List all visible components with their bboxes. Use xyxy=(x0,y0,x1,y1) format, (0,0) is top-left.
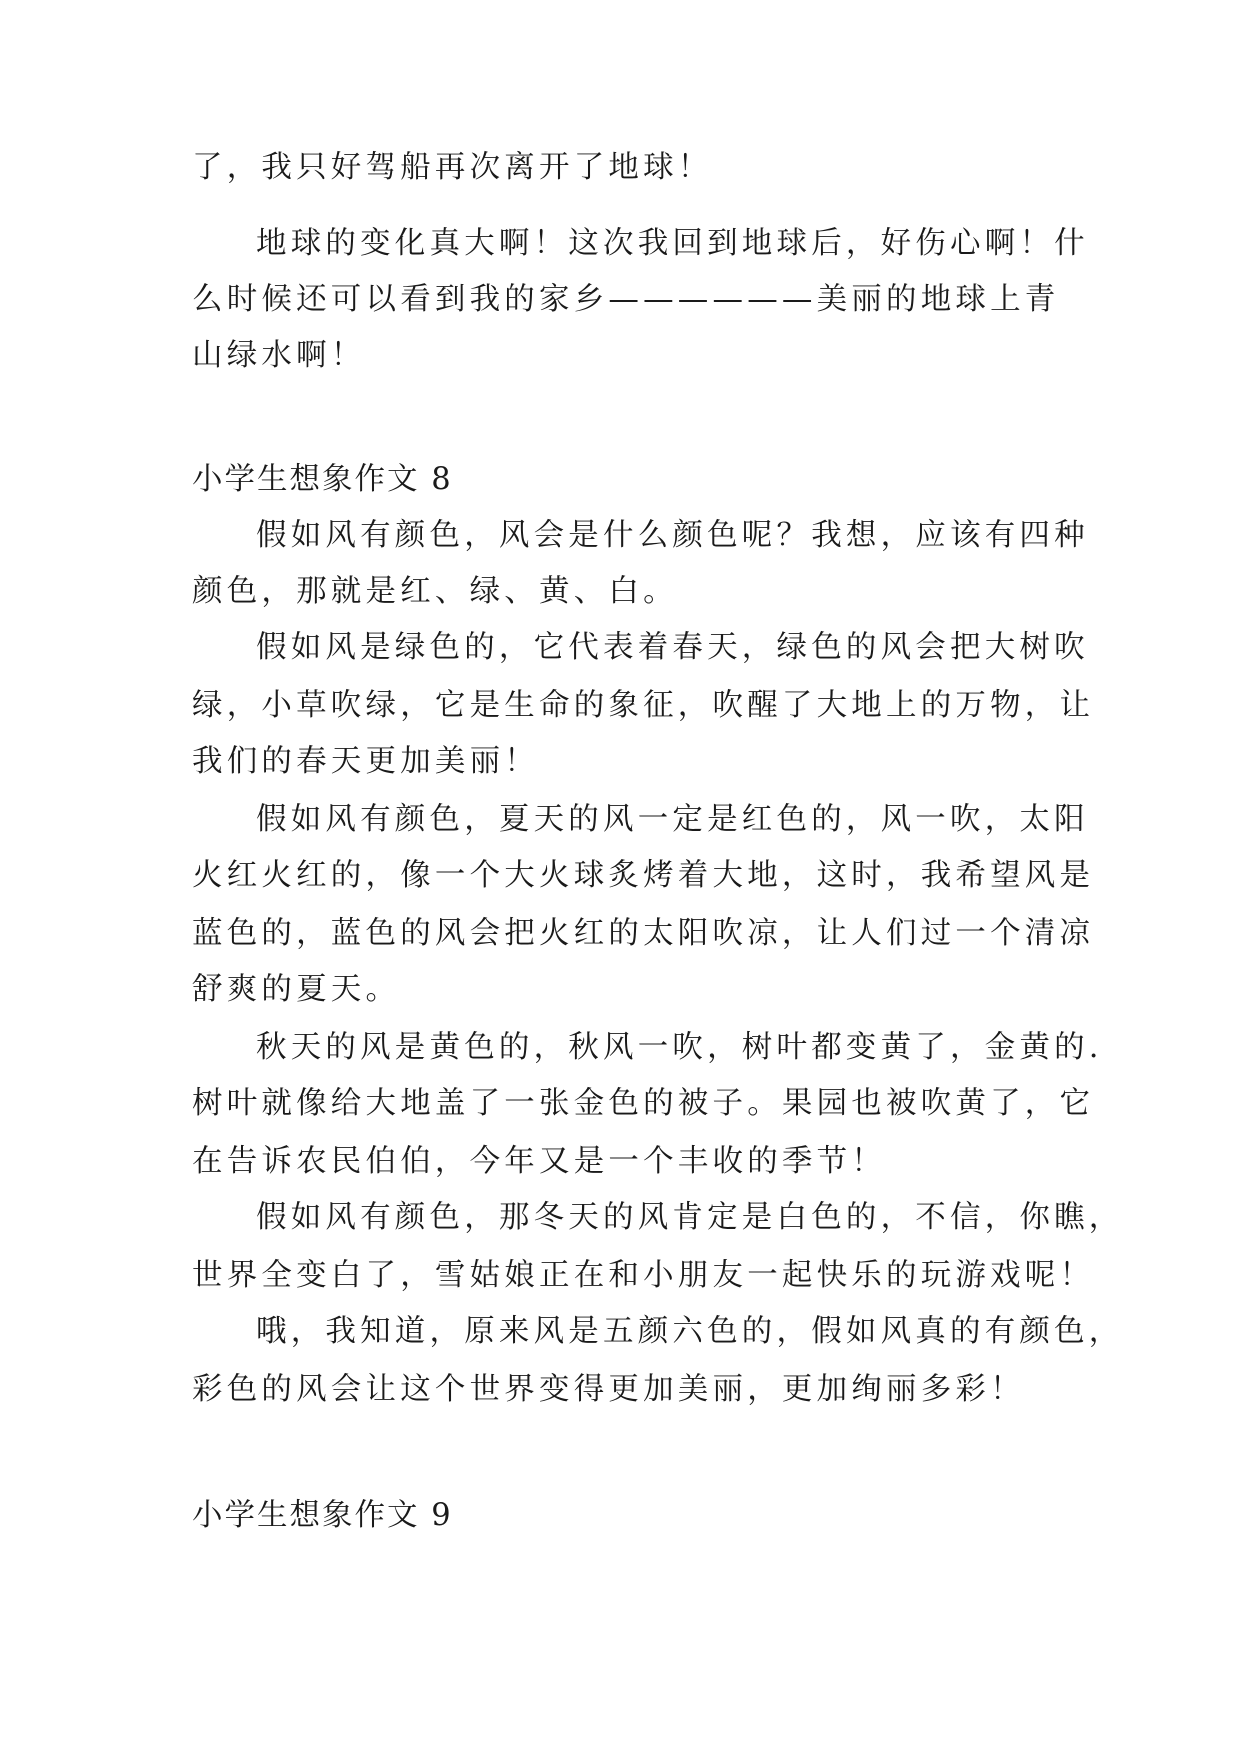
paragraph-line: 假如风有颜色，那冬天的风肯定是白色的，不信，你瞧， xyxy=(256,1200,1124,1235)
paragraph-line: 假如风有颜色，风会是什么颜色呢？我想，应该有四种 xyxy=(256,518,1089,553)
paragraph-line: 么时候还可以看到我的家乡——————美丽的地球上青 xyxy=(192,282,1060,317)
paragraph-line: 颜色，那就是红、绿、黄、白。 xyxy=(192,574,678,609)
paragraph-line: 在告诉农民伯伯，今年又是一个丰收的季节！ xyxy=(192,1144,886,1179)
paragraph-line: 地球的变化真大啊！这次我回到地球后，好伤心啊！什 xyxy=(256,226,1089,261)
essay-heading: 小学生想象作文 8 xyxy=(192,462,453,497)
paragraph-line: 树叶就像给大地盖了一张金色的被子。果园也被吹黄了，它 xyxy=(192,1086,1095,1121)
essay-heading: 小学生想象作文 9 xyxy=(192,1498,453,1533)
paragraph-line: 假如风是绿色的，它代表着春天，绿色的风会把大树吹 xyxy=(256,630,1089,665)
paragraph-line: 山绿水啊！ xyxy=(192,338,366,373)
paragraph-line: 假如风有颜色，夏天的风一定是红色的，风一吹，太阳 xyxy=(256,802,1089,837)
paragraph-line: 绿，小草吹绿，它是生命的象征，吹醒了大地上的万物，让 xyxy=(192,688,1095,723)
paragraph-line: 秋天的风是黄色的，秋风一吹，树叶都变黄了，金黄的. xyxy=(256,1030,1103,1065)
paragraph-line: 哦，我知道，原来风是五颜六色的，假如风真的有颜色， xyxy=(256,1314,1124,1349)
paragraph-line: 了，我只好驾船再次离开了地球！ xyxy=(192,150,713,185)
paragraph-line: 彩色的风会让这个世界变得更加美丽，更加绚丽多彩！ xyxy=(192,1372,1025,1407)
paragraph-line: 火红火红的，像一个大火球炙烤着大地，这时，我希望风是 xyxy=(192,858,1095,893)
paragraph-line: 我们的春天更加美丽！ xyxy=(192,744,539,779)
paragraph-line: 舒爽的夏天。 xyxy=(192,972,401,1007)
paragraph-line: 世界全变白了，雪姑娘正在和小朋友一起快乐的玩游戏呢！ xyxy=(192,1258,1095,1293)
paragraph-line: 蓝色的，蓝色的风会把火红的太阳吹凉，让人们过一个清凉 xyxy=(192,916,1095,951)
